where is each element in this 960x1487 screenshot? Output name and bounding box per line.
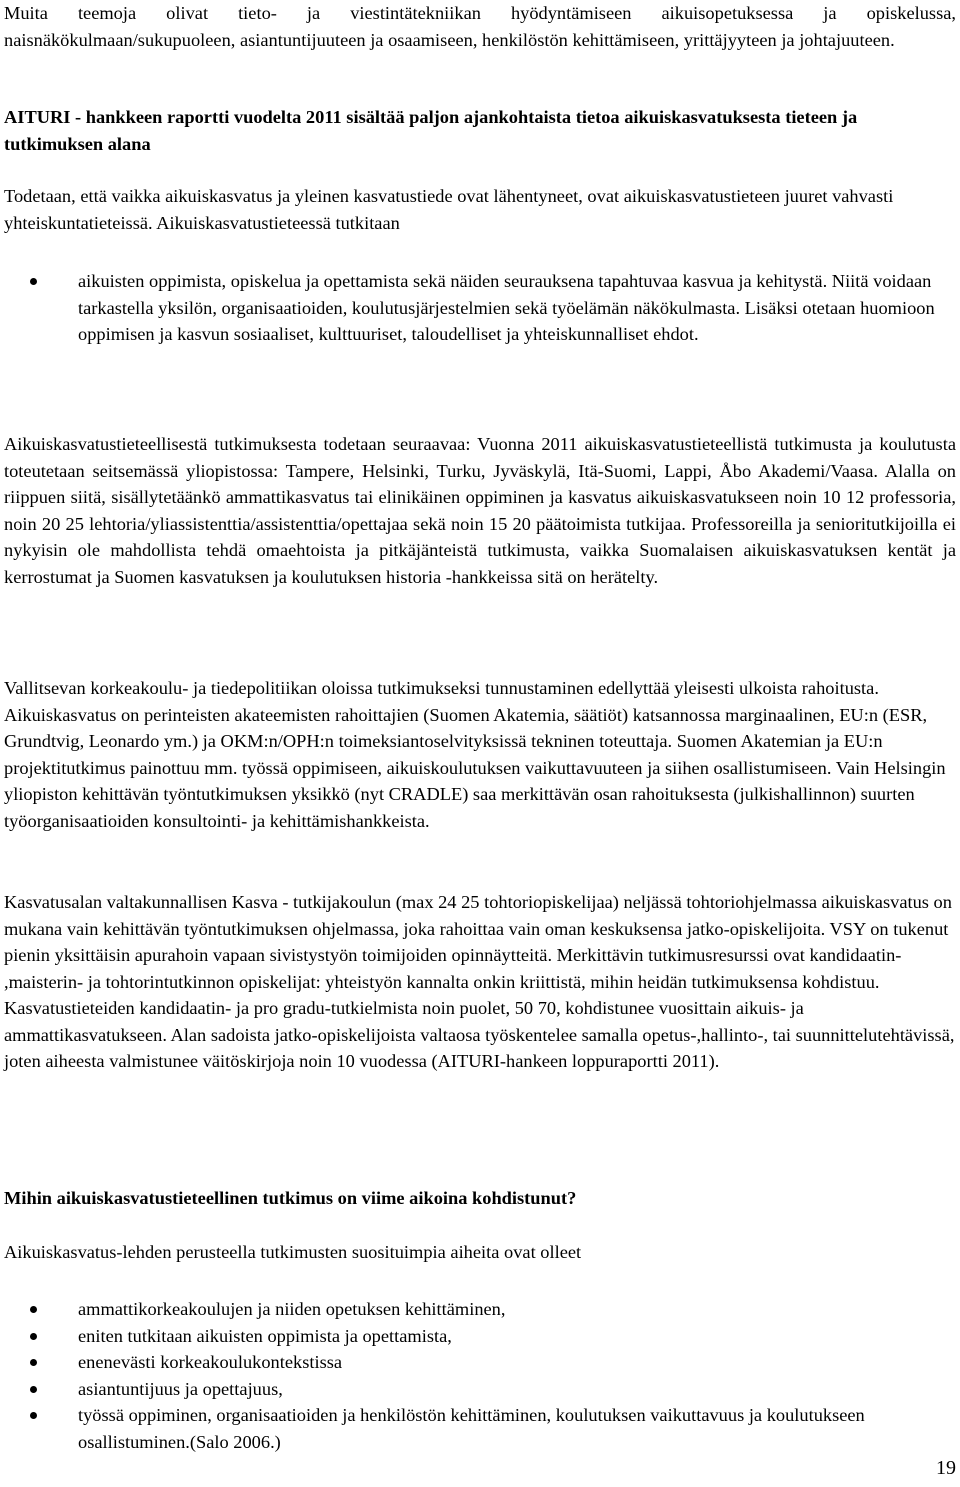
list-item (4, 1402, 956, 1455)
aituri-bullet-list (4, 268, 956, 348)
list-item-text: enenevästi korkeakoulukontekstissa (78, 1352, 343, 1372)
bullet-icon (30, 1333, 37, 1340)
bullet-icon (30, 1412, 37, 1419)
list-item (4, 1323, 956, 1350)
bullet-icon (30, 1386, 37, 1393)
list-item (4, 1349, 956, 1376)
bullet-icon (30, 278, 37, 285)
list-item-text: asiantuntijuus ja opettajuus, (78, 1378, 283, 1399)
research-paragraph: Aikuiskasvatustieteellisestä tutkimuksesta todetaan seuraavaa: Vuonna 2011 aikuiskasvatustieteellistä tutkimusta ja koulutusta toteutetaan seitsemässä yliopistossa: Tampere, Helsinki, Turku, Jyväskylä, Itä-Suomi, Lappi, Åbo Akademi/Vaasa. Alalla on riippuen siitä, sisällytetäänkö ammattikasvatus tai elinikäinen oppiminen ja kasvatus aikuiskasvatukseen noin 10 12 professoria, noin 20 25 lehtoria/yliassistenttia/assistenttia/opettajaa sekä noin 15 20 päätoimista tutkijaa. Professoreilla ja senioritutkijoilla ei nykyisin ole mahdollista tehdä omaehtoista ja pitkäjänteistä tutkimusta, vaikka Suomalaisen aikuiskasvatuksen kentät ja kerrostumat ja Suomen kasvatuksen ja koulutuksen historia -hankkeissa sitä on herätelty. (4, 434, 956, 587)
page-number: 19 (936, 1457, 956, 1479)
bullet-icon (30, 1306, 37, 1313)
policy-paragraph: Vallitsevan korkeakoulu- ja tiedepolitiikan oloissa tutkimukseksi tunnustaminen edellyttää yleisesti ulkoista rahoitusta. Aikuiskasvatus on perinteisten akateemisten rahoittajien (Suomen Akatemia, säätiöt) katsannossa marginaalinen, EU:n (ESR, Grundtvig, Leonardo ym.) ja OKM:n/OPH:n toimeksiantoselvityksissä tekninen toteuttaja. Suomen Akatemian ja EU:n projektitutkimus painottuu mm. työssä oppimiseen, aikuiskoulutuksen vaikuttavuuteen ja siihen osallistumiseen. Vain Helsingin yliopiston kehittävän työntutkimuksen yksikkö (nyt CRADLE) saa merkittävän osan rahoituksesta (julkishallinnon) suurten työorganisaatioiden konsultointi- ja kehittämishankkeista. (4, 678, 946, 831)
list-item (4, 1376, 956, 1403)
aituri-paragraph: Todetaan, että vaikka aikuiskasvatus ja yleinen kasvatustiede ovat lähentyneet, ovat aikuiskasvatustieteen juuret vahvasti yhteiskuntatieteissä. Aikuiskasvatustieteessä tutkitaan (4, 186, 894, 233)
list-item-text: aikuisten oppimista, opiskelua ja opettamista sekä näiden seurauksena tapahtuvaa kasvua ja kehitystä. Niitä voidaan tarkastella yksilön, organisaatioiden, koulutusjärjestelmien sekä työelämän näkökulmasta. Lisäksi otetaan huomioon oppimisen ja kasvun sosiaaliset, kulttuuriset, taloudelliset ja yhteiskunnalliset ehdot. (78, 271, 935, 344)
question-heading: Mihin aikuiskasvatustieteellinen tutkimus on viime aikoina kohdistunut? (4, 1188, 577, 1208)
list-item-text: ammattikorkeakoulujen ja niiden opetuksen kehittäminen, (78, 1299, 506, 1319)
list-item-text: eniten tutkitaan aikuisten oppimista ja opettamista, (78, 1325, 452, 1346)
list-item (4, 1296, 956, 1323)
kasva-paragraph: Kasvatusalan valtakunnallisen Kasva - tutkijakoulun (max 24 25 tohtoriopiskelijaa) neljässä tohtoriohjelmassa aikuiskasvatus on mukana vain kehittävän työntutkimuksen ohjelmassa, joka rahoittaa vain oman keskuksensa jatko-opiskelijoita. VSY on tukenut pienin yksittäisin apurahoin vapaan sivistystyön toimijoiden opinnäytteitä. Merkittävin tutkimusresurssi ovat kandidaatin- ,maisterin- ja tohtorintutkinnon opiskelijat: yhteistyön kannalta onkin kriittistä, mihin heidän tutkimuksensa kohdistuu. Kasvatustieteiden kandidaatin- ja pro gradu-tutkielmista noin puolet, 50 70, kohdistunee vuosittain aikuis- ja ammattikasvatukseen. Alan sadoista jatko-opiskelijoista valtaosa työskentelee samalla opetus-,hallinto-, tai suunnittelutehtävissä, joten aiheesta valmistunee väitöskirjoja noin 10 vuodessa (AITURI-hankeen loppuraportti 2011). (4, 892, 955, 1071)
intro-paragraph: Muita teemoja olivat tieto- ja viestintätekniikan hyödyntämiseen aikuisopetuksessa ja opiskelussa, naisnäkökulmaan/sukupuoleen, asiantuntijuuteen ja osaamiseen, henkilöstön kehittämiseen, yrittäjyyteen ja johtajuuteen. (4, 3, 956, 50)
lehti-paragraph: Aikuiskasvatus-lehden perusteella tutkimusten suosituimpia aiheita ovat olleet (4, 1242, 582, 1262)
list-item (4, 268, 956, 348)
bullet-icon (30, 1359, 37, 1366)
aituri-heading: AITURI - hankkeen raportti vuodelta 2011 sisältää paljon ajankohtaista tietoa aikuiskasvatuksesta tieteen ja tutkimuksen alana (4, 107, 858, 154)
topic-bullet-list (4, 1296, 956, 1455)
list-item-text: työssä oppiminen, organisaatioiden ja henkilöstön kehittäminen, koulutuksen vaikuttavuus ja koulutukseen osallistuminen.(Salo 2006.) (78, 1405, 865, 1452)
